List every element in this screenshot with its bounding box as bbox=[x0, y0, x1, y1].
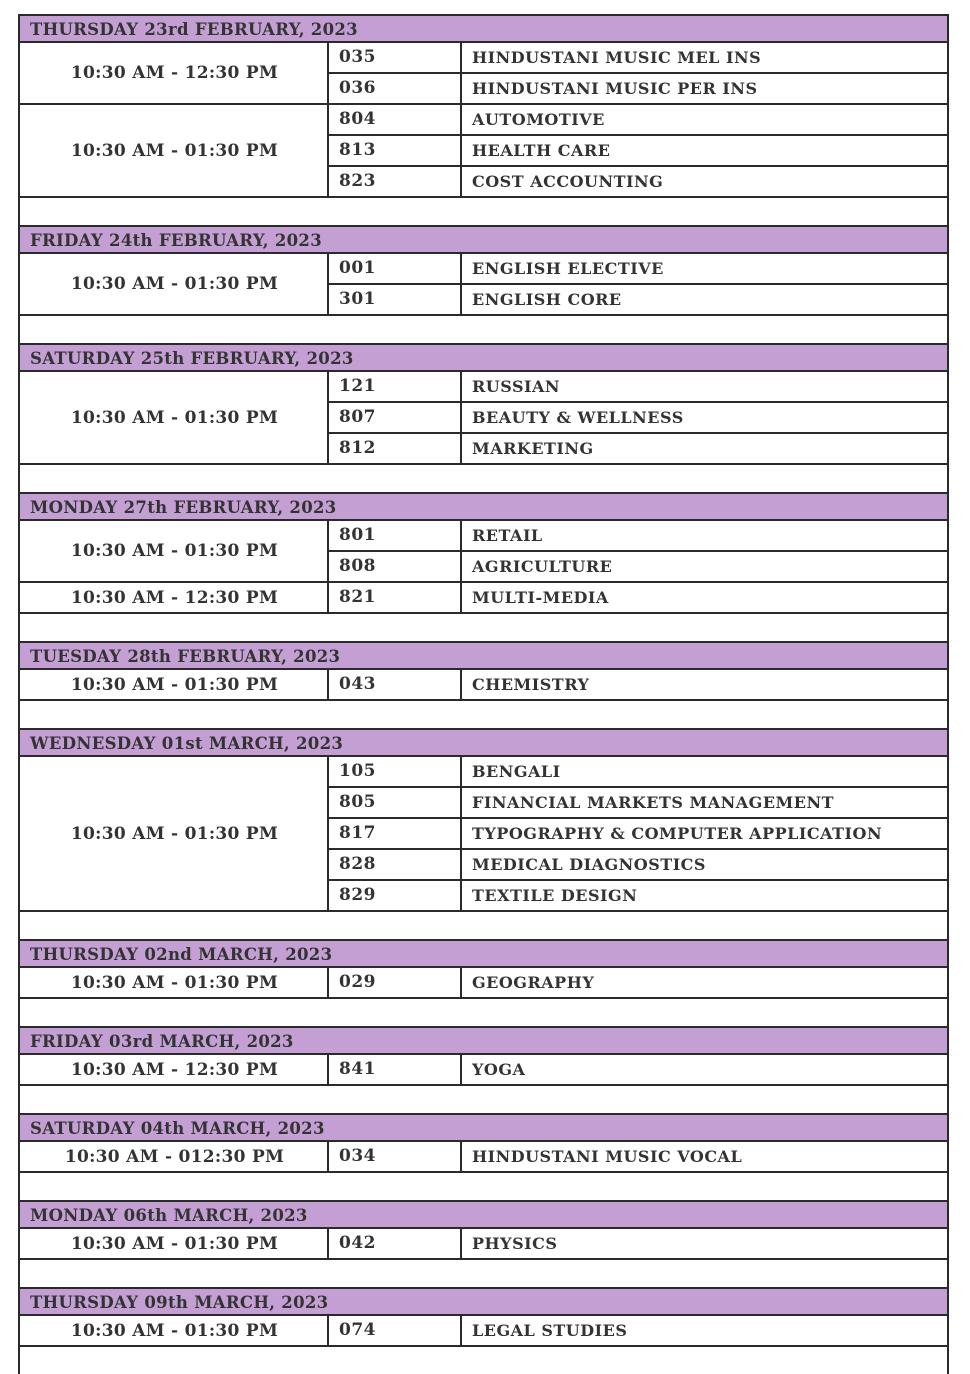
subject-code: 817 bbox=[329, 819, 462, 848]
day-block bbox=[20, 1026, 947, 1113]
paper-row bbox=[329, 43, 947, 72]
subject-code: 105 bbox=[329, 757, 462, 786]
subject-name: ENGLISH CORE bbox=[472, 290, 622, 309]
spacer-row bbox=[20, 1260, 947, 1287]
subject-code: 808 bbox=[329, 552, 462, 581]
paper-row bbox=[329, 283, 947, 314]
time-slot-group bbox=[20, 254, 947, 316]
paper-row bbox=[329, 1055, 947, 1084]
paper-list bbox=[329, 43, 947, 103]
subject-code: 035 bbox=[329, 43, 462, 72]
paper-row bbox=[329, 1316, 947, 1345]
subject-code: 301 bbox=[329, 285, 462, 314]
subject-name: LEGAL STUDIES bbox=[472, 1321, 628, 1340]
time-slot-group bbox=[20, 968, 947, 999]
subject-name: BEAUTY & WELLNESS bbox=[472, 408, 684, 427]
spacer-row bbox=[20, 614, 947, 641]
paper-row bbox=[329, 521, 947, 550]
paper-row bbox=[329, 968, 947, 997]
day-block bbox=[20, 343, 947, 492]
spacer-row bbox=[20, 999, 947, 1026]
time-slot-group bbox=[20, 1316, 947, 1347]
day-header: WEDNESDAY 01st MARCH, 2023 bbox=[20, 728, 947, 757]
paper-row bbox=[329, 817, 947, 848]
subject-code: 841 bbox=[329, 1055, 462, 1084]
time-slot-group bbox=[20, 521, 947, 583]
subject-code: 828 bbox=[329, 850, 462, 879]
subject-code: 036 bbox=[329, 74, 462, 103]
subject-code: 801 bbox=[329, 521, 462, 550]
exam-time: 10:30 AM - 01:30 PM bbox=[20, 372, 329, 463]
paper-row bbox=[329, 670, 947, 699]
subject-name: AUTOMOTIVE bbox=[472, 110, 605, 129]
subject-name: HEALTH CARE bbox=[472, 141, 611, 160]
paper-row bbox=[329, 72, 947, 103]
paper-list bbox=[329, 105, 947, 196]
subject-name: CHEMISTRY bbox=[472, 675, 590, 694]
paper-row bbox=[329, 432, 947, 463]
subject-name: TYPOGRAPHY & COMPUTER APPLICATION bbox=[472, 824, 883, 843]
day-header: THURSDAY 02nd MARCH, 2023 bbox=[20, 939, 947, 968]
paper-list bbox=[329, 1316, 947, 1345]
paper-list bbox=[329, 583, 947, 612]
day-block bbox=[20, 939, 947, 1026]
day-header: MONDAY 27th FEBRUARY, 2023 bbox=[20, 492, 947, 521]
subject-name: MARKETING bbox=[472, 439, 594, 458]
subject-code: 829 bbox=[329, 881, 462, 910]
paper-list bbox=[329, 670, 947, 699]
subject-name: HINDUSTANI MUSIC PER INS bbox=[472, 79, 758, 98]
paper-row bbox=[329, 165, 947, 196]
paper-list bbox=[329, 1229, 947, 1258]
time-slot-group bbox=[20, 757, 947, 912]
subject-code: 805 bbox=[329, 788, 462, 817]
day-block bbox=[20, 728, 947, 939]
subject-code: 121 bbox=[329, 372, 462, 401]
time-slot-group bbox=[20, 583, 947, 614]
subject-name: COST ACCOUNTING bbox=[472, 172, 664, 191]
subject-name: HINDUSTANI MUSIC MEL INS bbox=[472, 48, 762, 67]
paper-list bbox=[329, 372, 947, 463]
subject-code: 043 bbox=[329, 670, 462, 699]
subject-name: RETAIL bbox=[472, 526, 543, 545]
subject-name: RUSSIAN bbox=[472, 377, 561, 396]
paper-list bbox=[329, 968, 947, 997]
paper-row bbox=[329, 134, 947, 165]
subject-code: 034 bbox=[329, 1142, 462, 1171]
spacer-row bbox=[20, 701, 947, 728]
paper-row bbox=[329, 401, 947, 432]
day-block bbox=[20, 492, 947, 641]
paper-row bbox=[329, 786, 947, 817]
paper-row bbox=[329, 583, 947, 612]
exam-time: 10:30 AM - 12:30 PM bbox=[20, 1055, 329, 1084]
paper-list bbox=[329, 1142, 947, 1171]
subject-name: FINANCIAL MARKETS MANAGEMENT bbox=[472, 793, 834, 812]
subject-code: 001 bbox=[329, 254, 462, 283]
paper-list bbox=[329, 1055, 947, 1084]
day-block bbox=[20, 225, 947, 343]
subject-name: GEOGRAPHY bbox=[472, 973, 595, 992]
day-header: THURSDAY 09th MARCH, 2023 bbox=[20, 1287, 947, 1316]
paper-row bbox=[329, 757, 947, 786]
day-block bbox=[20, 641, 947, 728]
exam-time: 10:30 AM - 12:30 PM bbox=[20, 583, 329, 612]
paper-row bbox=[329, 372, 947, 401]
spacer-row bbox=[20, 912, 947, 939]
paper-list bbox=[329, 521, 947, 581]
exam-time: 10:30 AM - 01:30 PM bbox=[20, 757, 329, 910]
day-block bbox=[20, 1113, 947, 1200]
subject-code: 804 bbox=[329, 105, 462, 134]
exam-time: 10:30 AM - 01:30 PM bbox=[20, 105, 329, 196]
day-block bbox=[20, 14, 947, 225]
subject-name: HINDUSTANI MUSIC VOCAL bbox=[472, 1147, 743, 1166]
subject-code: 812 bbox=[329, 434, 462, 463]
exam-time: 10:30 AM - 01:30 PM bbox=[20, 254, 329, 314]
paper-row bbox=[329, 1229, 947, 1258]
subject-name: MULTI-MEDIA bbox=[472, 588, 609, 607]
day-header: THURSDAY 23rd FEBRUARY, 2023 bbox=[20, 14, 947, 43]
time-slot-group bbox=[20, 1229, 947, 1260]
paper-row bbox=[329, 105, 947, 134]
exam-time: 10:30 AM - 01:30 PM bbox=[20, 670, 329, 699]
time-slot-group bbox=[20, 372, 947, 465]
day-block bbox=[20, 1200, 947, 1287]
exam-time: 10:30 AM - 01:30 PM bbox=[20, 1229, 329, 1258]
exam-date-sheet bbox=[18, 14, 949, 1374]
paper-row bbox=[329, 848, 947, 879]
exam-time: 10:30 AM - 01:30 PM bbox=[20, 1316, 329, 1345]
exam-time: 10:30 AM - 012:30 PM bbox=[20, 1142, 329, 1171]
time-slot-group bbox=[20, 1055, 947, 1086]
day-header: SATURDAY 25th FEBRUARY, 2023 bbox=[20, 343, 947, 372]
day-block bbox=[20, 1287, 947, 1374]
exam-time: 10:30 AM - 12:30 PM bbox=[20, 43, 329, 103]
subject-code: 029 bbox=[329, 968, 462, 997]
day-header: SATURDAY 04th MARCH, 2023 bbox=[20, 1113, 947, 1142]
subject-name: MEDICAL DIAGNOSTICS bbox=[472, 855, 706, 874]
subject-code: 807 bbox=[329, 403, 462, 432]
exam-time: 10:30 AM - 01:30 PM bbox=[20, 968, 329, 997]
spacer-row bbox=[20, 1347, 947, 1374]
spacer-row bbox=[20, 316, 947, 343]
subject-code: 823 bbox=[329, 167, 462, 196]
day-header: FRIDAY 24th FEBRUARY, 2023 bbox=[20, 225, 947, 254]
subject-name: ENGLISH ELECTIVE bbox=[472, 259, 664, 278]
paper-row bbox=[329, 879, 947, 910]
day-header: MONDAY 06th MARCH, 2023 bbox=[20, 1200, 947, 1229]
time-slot-group bbox=[20, 1142, 947, 1173]
paper-list bbox=[329, 757, 947, 910]
paper-row bbox=[329, 254, 947, 283]
time-slot-group bbox=[20, 105, 947, 198]
paper-row bbox=[329, 1142, 947, 1171]
subject-name: YOGA bbox=[472, 1060, 526, 1079]
paper-list bbox=[329, 254, 947, 314]
day-header: FRIDAY 03rd MARCH, 2023 bbox=[20, 1026, 947, 1055]
subject-name: PHYSICS bbox=[472, 1234, 558, 1253]
subject-code: 074 bbox=[329, 1316, 462, 1345]
subject-name: TEXTILE DESIGN bbox=[472, 886, 638, 905]
time-slot-group bbox=[20, 43, 947, 105]
subject-code: 821 bbox=[329, 583, 462, 612]
time-slot-group bbox=[20, 670, 947, 701]
subject-name: BENGALI bbox=[472, 762, 561, 781]
spacer-row bbox=[20, 198, 947, 225]
subject-code: 813 bbox=[329, 136, 462, 165]
spacer-row bbox=[20, 1086, 947, 1113]
exam-time: 10:30 AM - 01:30 PM bbox=[20, 521, 329, 581]
subject-code: 042 bbox=[329, 1229, 462, 1258]
day-header: TUESDAY 28th FEBRUARY, 2023 bbox=[20, 641, 947, 670]
spacer-row bbox=[20, 465, 947, 492]
subject-name: AGRICULTURE bbox=[472, 557, 613, 576]
paper-row bbox=[329, 550, 947, 581]
spacer-row bbox=[20, 1173, 947, 1200]
